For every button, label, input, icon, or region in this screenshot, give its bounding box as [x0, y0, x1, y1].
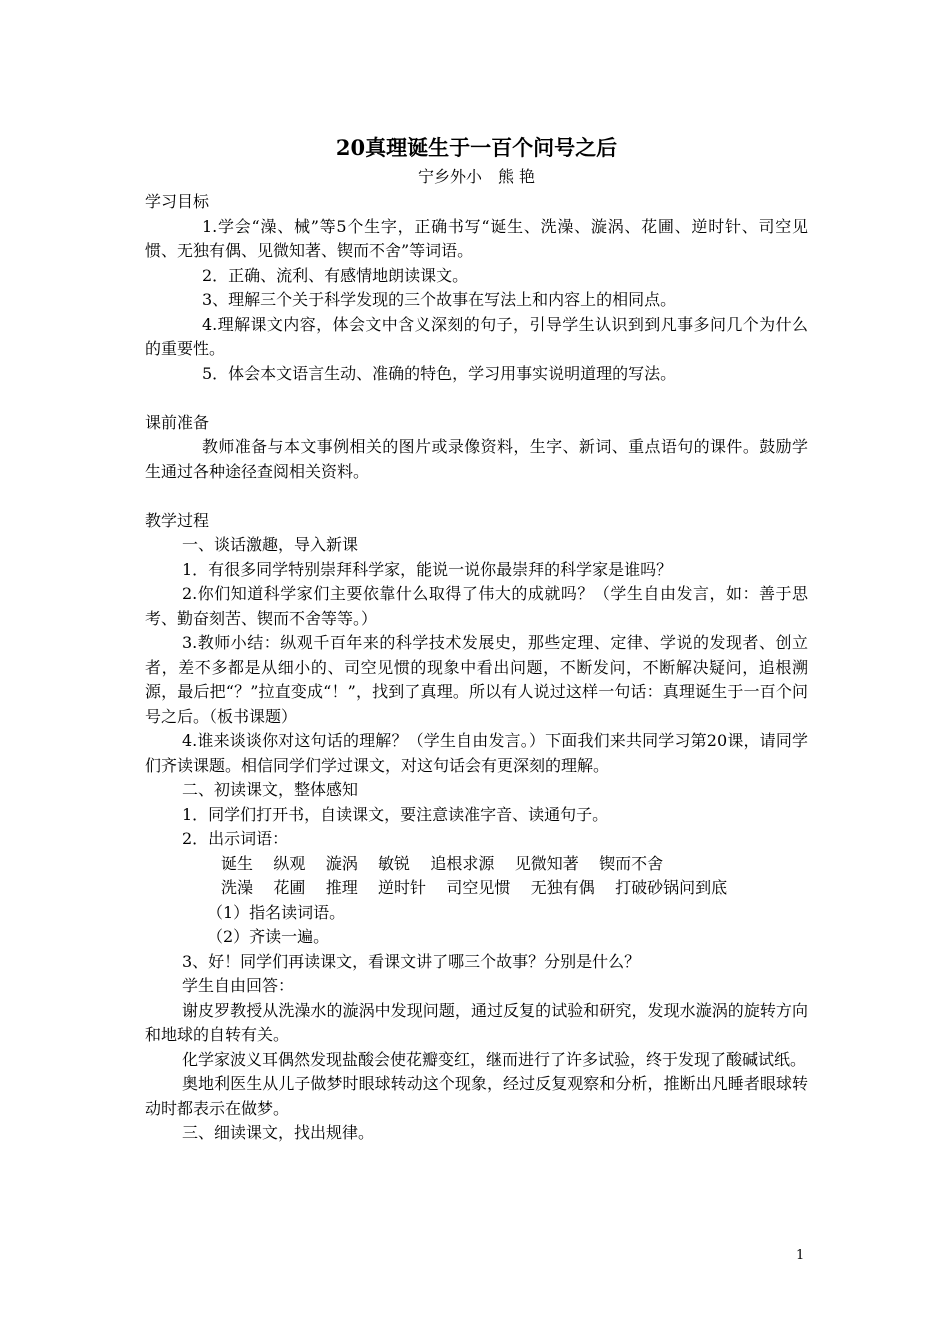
author-line: 宁乡外小 熊 艳	[417, 167, 536, 186]
section-heading-goals: 学习目标	[145, 192, 210, 211]
story-paragraph: 奥地利医生从儿子做梦时眼球转动这个现象，经过反复观察和分析，推断出凡睡者眼球转动时都表示在做梦。	[145, 1074, 808, 1118]
sub-item: （1）指名读词语。	[207, 902, 346, 922]
goal-item: 3、理解三个关于科学发现的三个故事在写法上和内容上的相同点。	[202, 290, 677, 309]
process-item: 2．出示词语：	[182, 829, 289, 848]
part-heading: 一、谈话激趣，导入新课	[182, 535, 359, 554]
paragraph-gap	[145, 386, 808, 411]
process-item: 3、好！同学们再读课文，看课文讲了哪三个故事？分别是什么？	[182, 951, 641, 971]
vocab-line: 诞生 纵观 漩涡 敏锐 追根求源 见微知著 锲而不舍	[221, 853, 664, 873]
section-heading-prep: 课前准备	[145, 412, 210, 432]
vocab-line: 洗澡 花圃 推理 逆时针 司空见惯 无独有偶 打破砂锅问到底	[221, 878, 728, 897]
prep-text: 教师准备与本文事例相关的图片或录像资料，生字、新词、重点语句的课件。鼓励学生通过各种途径查阅相关资料。	[145, 437, 808, 481]
process-item: 3.教师小结：纵观千百年来的科学技术发展史，那些定理、定律、学说的发现者、创立者，差不多都是从细小的、司空见惯的现象中看出问题，不断发问，不断解决疑问，追根溯源，最后把“？”拉直变成“！”，找到了真理。所以有人说过这样一句话：真理诞生于一百个问号之后。（板书课题）	[145, 633, 808, 726]
goal-item: 5．体会本文语言生动、准确的特色，学习用事实说明道理的写法。	[202, 363, 677, 383]
part-heading: 二、初读课文，整体感知	[182, 780, 359, 799]
paragraph-gap	[145, 484, 808, 509]
section-heading-process: 教学过程	[145, 510, 210, 530]
goal-item: 2．正确、流利、有感情地朗读课文。	[202, 265, 469, 285]
document-title: 20真理诞生于一百个问号之后	[335, 135, 618, 160]
part-heading: 三、细读课文，找出规律。	[182, 1123, 375, 1142]
story-paragraph: 化学家波义耳偶然发现盐酸会使花瓣变红，继而进行了许多试验，终于发现了酸碱试纸。	[182, 1049, 807, 1069]
process-item: 4.谁来谈谈你对这句话的理解？（学生自由发言。）下面我们来共同学习第20课，请同学们齐读课题。相信同学们学过课文，对这句话会有更深刻的理解。	[145, 731, 808, 775]
document-page	[145, 134, 808, 1146]
story-paragraph: 谢皮罗教授从洗澡水的漩涡中发现问题，通过反复的试验和研究，发现水漩涡的旋转方向和地球的自转有关。	[145, 1000, 808, 1044]
answer-intro: 学生自由回答：	[182, 976, 295, 995]
goal-item: 1.学会“澡、械”等5个生字，正确书写“诞生、洗澡、漩涡、花圃、逆时针、司空见惯、无独有偶、见微知著、锲而不舍”等词语。	[145, 216, 808, 260]
process-item: 1．有很多同学特别崇拜科学家，能说一说你最崇拜的科学家是谁吗？	[182, 559, 673, 579]
page-number: 1	[796, 1248, 805, 1263]
goal-item: 4.理解课文内容，体会文中含义深刻的句子，引导学生认识到到凡事多问几个为什么的重要性。	[145, 314, 808, 358]
sub-item: （2）齐读一遍。	[207, 927, 330, 946]
process-item: 1．同学们打开书，自读课文，要注意读准字音、读通句子。	[182, 804, 609, 824]
process-item: 2.你们知道科学家们主要依靠什么取得了伟大的成就吗？（学生自由发言，如：善于思考、勤奋刻苦、锲而不舍等等。）	[145, 584, 808, 628]
